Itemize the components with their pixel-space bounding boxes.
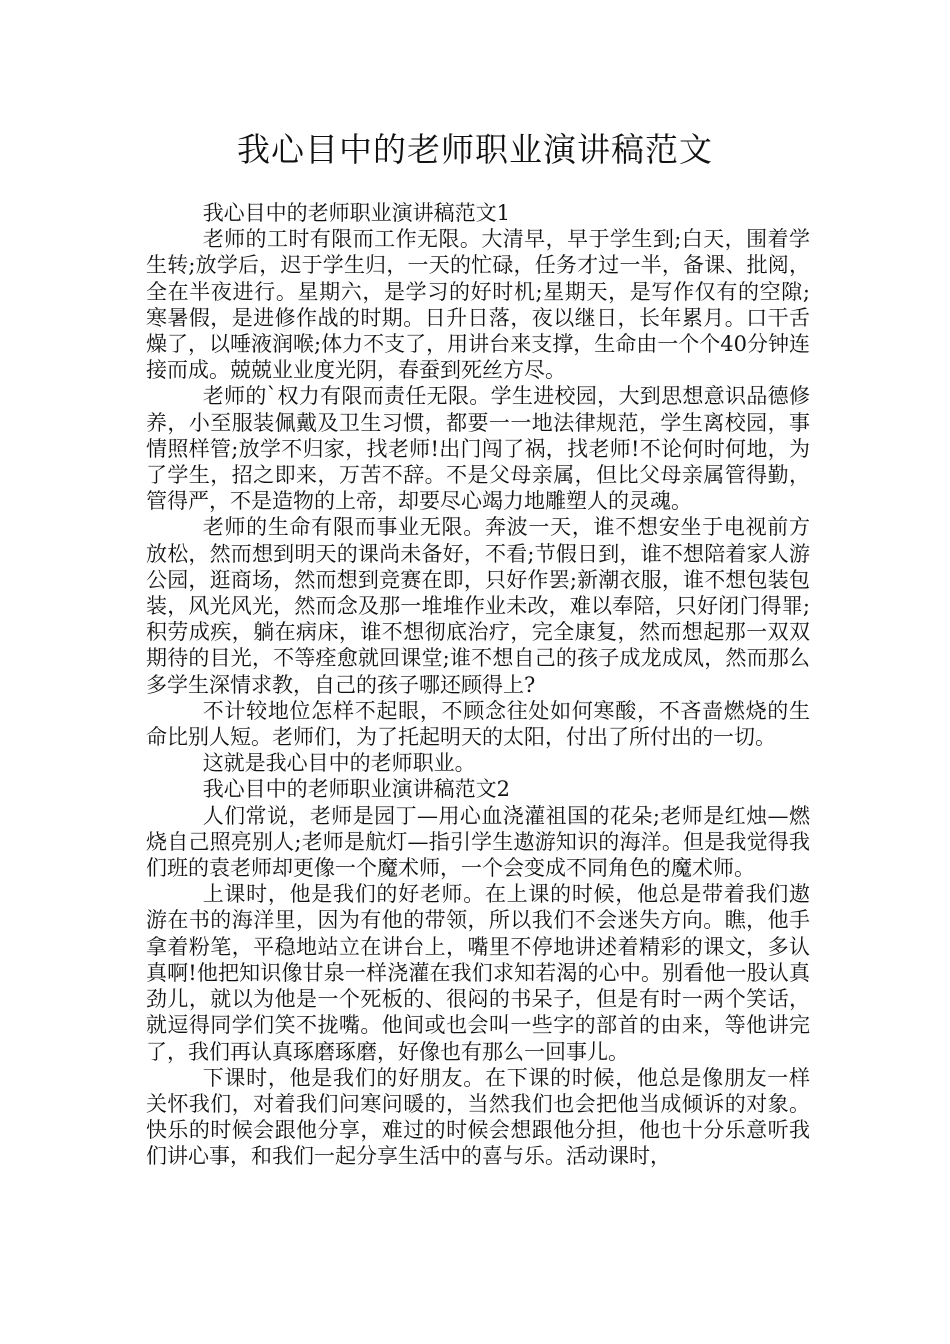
paragraph: 下课时，他是我们的好朋友。在下课的时候，他总是像朋友一样关怀我们，对着我们问寒问暖的，当然我们也会把他当成倾诉的对象。快乐的时候会跟他分享，难过的时候会想跟他分担，他也十分乐意听我们讲心事，和我们一起分享生活中的喜与乐。活动课时，	[146, 1065, 810, 1169]
paragraph: 老师的工时有限而工作无限。大清早，早于学生到;白天，围着学生转;放学后，迟于学生归，一天的忙碌，任务才过一半，备课、批阅，全在半夜进行。星期六，是学习的好时机;星期天，是写作仅有的空隙;寒暑假，是进修作战的时期。日升日落，夜以继日，长年累月。口干舌燥了，以唾液润喉;体力不支了，用讲台来支撑，生命由一个个40分钟连接而成。兢兢业业度光阴，春蚕到死丝方尽。	[146, 227, 810, 383]
paragraph: 人们常说，老师是园丁—用心血浇灌祖国的花朵;老师是红烛—燃烧自己照亮别人;老师是航灯—指引学生遨游知识的海洋。但是我觉得我们班的袁老师却更像一个魔术师，一个会变成不同角色的魔术师。	[146, 803, 810, 881]
paragraph: 不计较地位怎样不起眼，不顾念往处如何寒酸，不吝啬燃烧的生命比别人短。老师们，为了托起明天的太阳，付出了所付出的一切。	[146, 698, 810, 750]
section-heading-2: 我心目中的老师职业演讲稿范文2	[202, 777, 511, 802]
document-body	[146, 200, 810, 1170]
document-title: 我心目中的老师职业演讲稿范文	[237, 130, 713, 169]
paragraph: 老师的`权力有限而责任无限。学生进校园，大到思想意识品德修养，小至服装佩戴及卫生习惯，都要一一地法律规范，学生离校园，事情照样管;放学不归家，找老师!出门闯了祸，找老师!不论何时何地，为了学生，招之即来，万苦不辞。不是父母亲属，但比父母亲属管得勤，管得严，不是造物的上帝，却要尽心竭力地雕塑人的灵魂。	[146, 384, 810, 514]
paragraph: 老师的生命有限而事业无限。奔波一天，谁不想安坐于电视前方放松，然而想到明天的课尚未备好，不看;节假日到，谁不想陪着家人游公园，逛商场，然而想到竞赛在即，只好作罢;新潮衣服，谁不想包装包装，风光风光，然而念及那一堆堆作业未改，难以奉陪，只好闭门得罪;积劳成疾，躺在病床，谁不想彻底治疗，完全康复，然而想起那一双双期待的目光，不等痊愈就回课堂;谁不想自己的孩子成龙成凤，然而那么多学生深情求教，自己的孩子哪还顾得上?	[146, 515, 810, 697]
paragraph: 上课时，他是我们的好老师。在上课的时候，他总是带着我们遨游在书的海洋里，因为有他的带领，所以我们不会迷失方向。瞧，他手拿着粉笔，平稳地站立在讲台上，嘴里不停地讲述着精彩的课文，多认真啊!他把知识像甘泉一样浇灌在我们求知若渴的心中。别看他一股认真劲儿，就以为他是一个死板的、很闷的书呆子，但是有时一两个笑话，就逗得同学们笑不拢嘴。他间或也会叫一些字的部首的由来，等他讲完了，我们再认真琢磨琢磨，好像也有那么一回事儿。	[146, 882, 810, 1064]
paragraph: 这就是我心目中的老师职业。	[202, 751, 476, 776]
section-heading-1: 我心目中的老师职业演讲稿范文1	[202, 201, 511, 225]
